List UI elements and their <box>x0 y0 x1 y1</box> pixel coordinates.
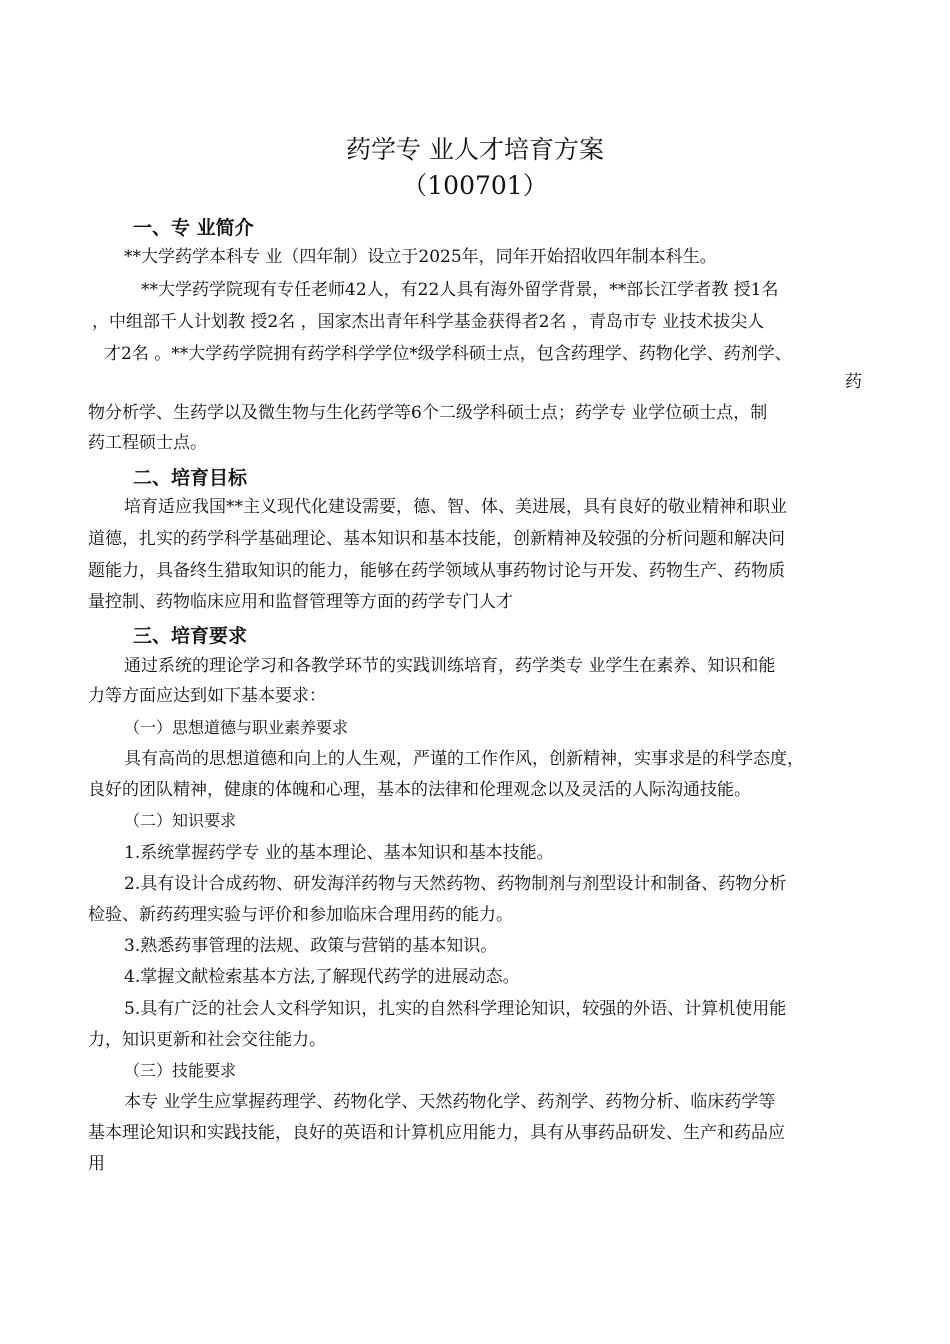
section-heading-requirements: 三、培育要求 <box>133 625 248 647</box>
paragraph-line: 用 <box>88 1154 105 1174</box>
paragraph-line: 本专 业学生应掌握药理学、药物化学、天然药物化学、药剂学、药物分析、临床药学等 <box>124 1092 776 1112</box>
paragraph-line: 才2名 。**大学药学院拥有药学科学学位*级学科硕士点，包含药理学、药物化学、药剂学、 <box>104 344 792 364</box>
document-code: （100701） <box>402 171 548 200</box>
list-item-continued: 力，知识更新和社会交往能力。 <box>88 1030 326 1050</box>
section-heading-intro: 一、专 业简介 <box>133 217 254 239</box>
subsection-heading-ethics: （一）思想道德与职业素养要求 <box>124 718 349 737</box>
list-item-continued: 检验、新药药理实验与评价和参加临床合理用药的能力。 <box>88 905 513 925</box>
paragraph-line: ，中组部千人计划教 授2名 ，国家杰出青年科学基金获得者2名 ，青岛市专 业技术拔尖人 <box>92 312 765 332</box>
paragraph-line: **大学药学本科专 业（四年制）设立于2025年，同年开始招收四年制本科生。 <box>124 247 717 267</box>
paragraph-line: 基本理论知识和实践技能，良好的英语和计算机应用能力，具有从事药品研发、生产和药品应 <box>88 1123 785 1143</box>
paragraph-line: 物分析学、生药学以及微生物与生化药学等6个二级学科硕士点；药学专 业学位硕士点，制 <box>88 403 768 423</box>
paragraph-line: 具有高尚的思想道德和向上的人生观，严谨的工作作风，创新精神，实事求是的科学态度， <box>124 749 804 769</box>
paragraph-line: 题能力，具备终生猎取知识的能力，能够在药学领域从事药物讨论与开发、药物生产、药物质 <box>88 561 785 581</box>
subsection-heading-skills: （三）技能要求 <box>124 1061 237 1080</box>
list-item: 1.系统掌握药学专 业的基本理论、基本知识和基本技能。 <box>124 843 554 863</box>
list-item: 3.熟悉药事管理的法规、政策与营销的基本知识。 <box>124 936 498 956</box>
section-heading-goals: 二、培育目标 <box>133 467 248 489</box>
paragraph-line: 力等方面应达到如下基本要求： <box>88 686 326 706</box>
paragraph-line: 道德，扎实的药学科学基础理论、基本知识和基本技能，创新精神及较强的分析问题和解决问 <box>88 529 785 549</box>
list-item: 4.掌握文献检索基本方法,了解现代药学的进展动态。 <box>124 967 520 987</box>
paragraph-line: 量控制、药物临床应用和监督管理等方面的药学专门人才 <box>88 592 513 612</box>
paragraph-line: 药工程硕士点。 <box>88 433 207 453</box>
list-item: 2.具有设计合成药物、研发海洋药物与天然药物、药物制剂与剂型设计和制备、药物分析 <box>124 874 787 894</box>
list-item: 5.具有广泛的社会人文科学知识，扎实的自然科学理论知识，较强的外语、计算机使用能 <box>124 999 787 1019</box>
paragraph-line: 培育适应我国**主义现代化建设需要，德、智、体、美进展，具有良好的敬业精神和职业 <box>124 497 787 517</box>
paragraph-line: **大学药学院现有专任老师42人，有22人具有海外留学背景，**部长江学者教 授1名 <box>141 280 779 300</box>
subsection-heading-knowledge: （二）知识要求 <box>124 811 237 830</box>
paragraph-line: 药 <box>845 372 862 392</box>
document-title: 药学专 业人才培育方案 <box>346 135 604 164</box>
paragraph-line: 通过系统的理论学习和各教学环节的实践训练培育，药学类专 业学生在素养、知识和能 <box>124 656 776 676</box>
paragraph-line: 良好的团队精神，健康的体魄和心理，基本的法律和伦理观念以及灵活的人际沟通技能。 <box>88 780 751 800</box>
